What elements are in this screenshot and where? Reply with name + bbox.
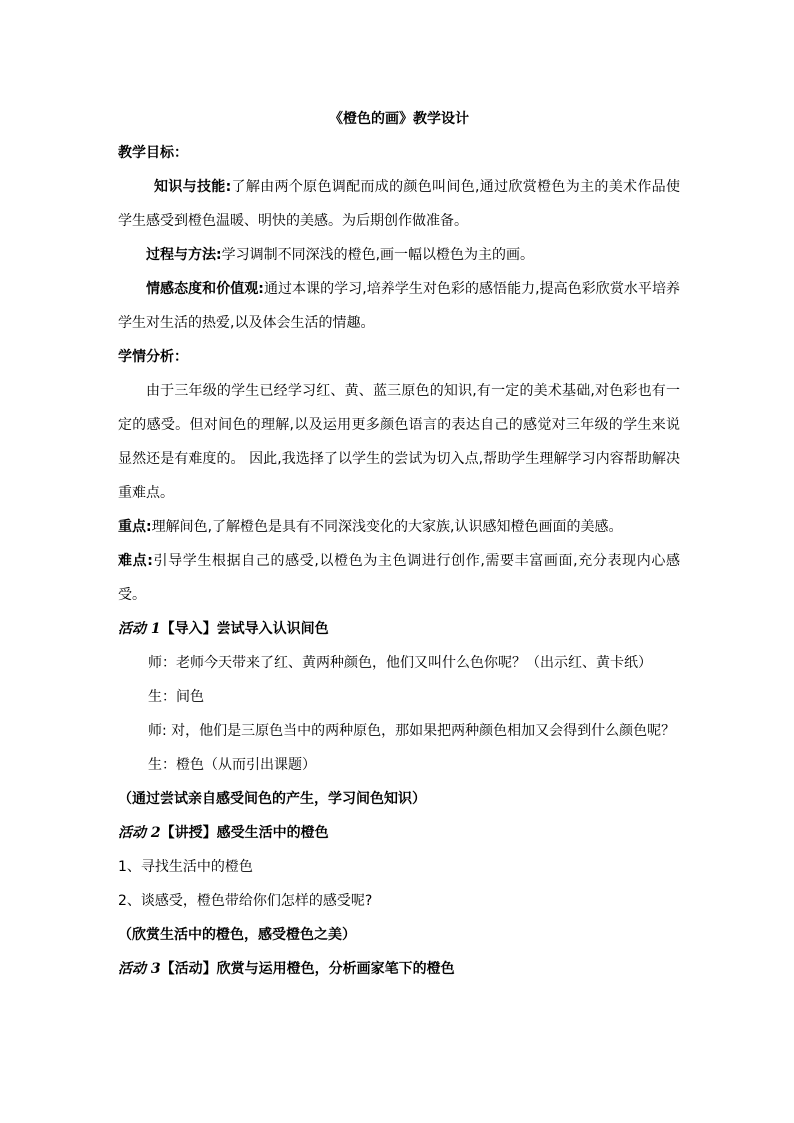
activity1-label: 活动 1 <box>118 621 161 637</box>
activity2-line: 2、谈感受，橙色带给你们怎样的感受呢? <box>118 893 373 909</box>
activity3-label: 活动 3 <box>118 961 161 977</box>
key-point <box>118 510 680 544</box>
goal-knowledge-label: 知识与技能: <box>154 179 232 195</box>
goal-knowledge <box>118 170 680 238</box>
activity1-note: （通过尝试亲自感受间色的产生，学习间色知识） <box>118 791 426 807</box>
document-page <box>118 102 680 986</box>
goal-process-text: 学习调制不同深浅的橙色,画一幅以橙色为主的画。 <box>221 247 535 263</box>
goal-emotion-text: 通过本课的学习,培养学生对色彩的感悟能力,提高色彩欣赏水平培养学生对生活的热爱,以及体会生活的情趣。 <box>118 281 680 331</box>
difficulty-point <box>118 544 680 612</box>
activity2-note: （欣赏生活中的橙色，感受橙色之美） <box>118 927 356 943</box>
goal-process <box>118 238 680 272</box>
difficulty-text: 引导学生根据自己的感受,以橙色为主色调进行创作,需要丰富画面,充分表现内心感受。 <box>118 553 680 603</box>
activity1-line: 师: 对，他们是三原色当中的两种原色，那如果把两种颜色相加又会得到什么颜色呢？ <box>148 723 676 739</box>
activity1-line: 师：老师今天带来了红、黄两种颜色，他们又叫什么色你呢？（出示红、黄卡纸） <box>148 655 652 671</box>
goal-emotion-label: 情感态度和价值观: <box>146 281 264 297</box>
activity1-title: 【导入】尝试导入认识间色 <box>160 621 329 637</box>
analysis-text: 由于三年级的学生已经学习红、黄、蓝三原色的知识,有一定的美术基础,对色彩也有一定的感受。但对间色的理解,以及运用更多颜色语言的表达自己的感觉对三年级的学生来说显然还是有难度的。 因此,我选择了以学生的尝试为切入点,帮助学生理解学习内容帮助解决重难点。 <box>118 383 680 501</box>
activity1-heading <box>118 612 680 646</box>
goal-emotion <box>118 272 680 340</box>
key-text: 理解间色,了解橙色是具有不同深浅变化的大家族,认识感知橙色画面的美感。 <box>151 519 623 535</box>
document-title: 《橙色的画》教学设计 <box>329 111 469 127</box>
activity1-line: 生：间色 <box>148 689 204 705</box>
activity3-title: 【活动】欣赏与运用橙色，分析画家笔下的橙色 <box>160 961 455 977</box>
activity3-heading <box>118 952 680 986</box>
goal-knowledge-text: 了解由两个原色调配而成的颜色叫间色,通过欣赏橙色为主的美术作品使学生感受到橙色温暖、明快的美感。为后期创作做准备。 <box>118 179 680 229</box>
difficulty-label: 难点: <box>118 553 153 569</box>
activity2-label: 活动 2 <box>118 825 161 841</box>
analysis-heading: 学情分析： <box>118 349 188 365</box>
goal-process-label: 过程与方法: <box>146 247 222 263</box>
activity2-heading <box>118 816 680 850</box>
activity1-line: 生：橙色（从而引出课题） <box>148 757 316 773</box>
goals-heading: 教学目标： <box>118 145 188 161</box>
activity2-title: 【讲授】感受生活中的橙色 <box>160 825 329 841</box>
activity2-line: 1、寻找生活中的橙色 <box>118 859 253 875</box>
key-label: 重点: <box>118 519 152 535</box>
